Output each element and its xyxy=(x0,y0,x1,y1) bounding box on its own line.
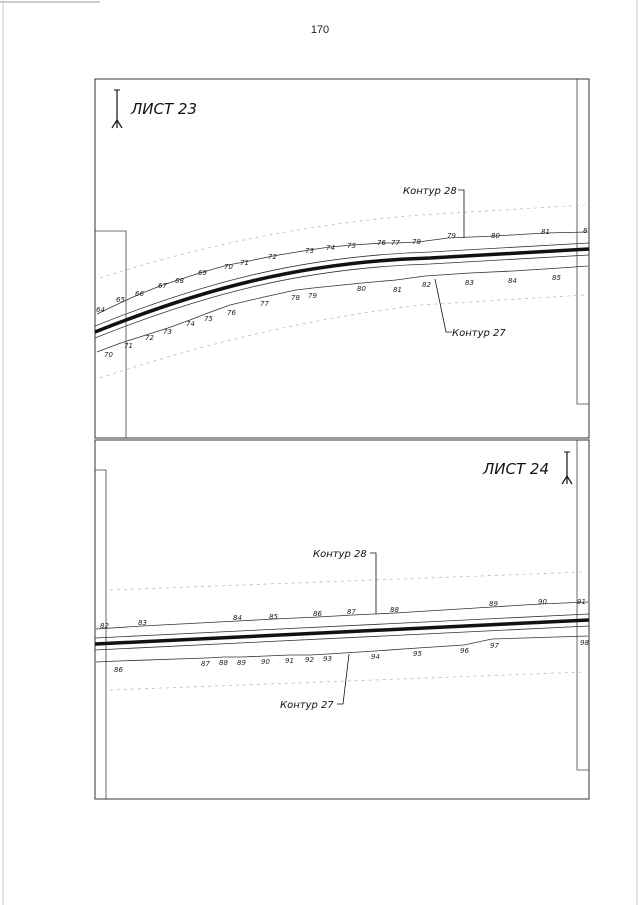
point-label: 87 xyxy=(201,660,210,668)
point-label: 89 xyxy=(489,600,498,608)
point-label: 95 xyxy=(413,650,422,658)
point-label: 92 xyxy=(305,656,314,664)
contour-28-label: Контур 28 xyxy=(313,549,367,560)
point-label: 66 xyxy=(135,290,144,298)
point-label: 80 xyxy=(357,285,366,293)
point-label: 97 xyxy=(490,642,499,650)
contour-27-label: Контур 27 xyxy=(280,700,334,711)
point-label: 85 xyxy=(552,274,561,282)
point-label: 96 xyxy=(460,647,469,655)
sheet-23-left-inset xyxy=(95,231,126,438)
contour-27-leader xyxy=(435,279,452,332)
sheet-title: ЛИСТ 23 xyxy=(131,100,197,118)
point-label: 78 xyxy=(412,238,421,246)
road-band xyxy=(95,249,589,332)
point-label: 84 xyxy=(508,277,517,285)
point-label: 74 xyxy=(326,244,335,252)
contour-27-label: Контур 27 xyxy=(452,328,506,339)
contour-28-label: Контур 28 xyxy=(403,186,457,197)
point-label: 93 xyxy=(323,655,332,663)
point-label: 78 xyxy=(291,294,300,302)
point-label: 91 xyxy=(285,657,294,665)
point-label: 72 xyxy=(268,253,277,261)
point-label: 82 xyxy=(422,281,431,289)
road-edge xyxy=(95,255,589,338)
point-label: 91 xyxy=(577,598,586,606)
sheet-24-left-inset xyxy=(95,470,106,799)
point-label: 65 xyxy=(116,296,125,304)
point-label: 76 xyxy=(377,239,386,247)
point-label: 83 xyxy=(465,279,474,287)
point-label: 68 xyxy=(175,277,184,285)
point-label: 76 xyxy=(227,309,236,317)
point-label: 82 xyxy=(100,622,109,630)
point-label: 75 xyxy=(347,242,356,250)
north-arrow-icon xyxy=(112,90,122,128)
point-label: 71 xyxy=(124,342,133,350)
sheet-24 xyxy=(95,440,589,799)
sheet-23-right-inset xyxy=(577,79,589,404)
lower-point-labels xyxy=(114,639,589,674)
point-label: 86 xyxy=(313,610,322,618)
point-label: 90 xyxy=(538,598,547,606)
road-edge xyxy=(95,614,589,638)
point-label: 86 xyxy=(114,666,123,674)
guide-line xyxy=(100,295,585,378)
point-label: 79 xyxy=(447,232,456,240)
point-label: 8 xyxy=(583,227,588,235)
page-number: 170 xyxy=(310,24,330,36)
point-label: 83 xyxy=(138,619,147,627)
point-label: 81 xyxy=(393,286,402,294)
point-label: 71 xyxy=(240,259,249,267)
point-label: 79 xyxy=(308,292,317,300)
contour-28-line xyxy=(97,232,588,314)
sheet-title: ЛИСТ 24 xyxy=(483,460,549,478)
contour-28-leader xyxy=(370,553,376,614)
sheet-23 xyxy=(95,79,589,438)
guide-line xyxy=(110,572,585,590)
point-label: 94 xyxy=(371,653,380,661)
point-label: 70 xyxy=(224,263,233,271)
point-label: 77 xyxy=(260,300,269,308)
point-label: 88 xyxy=(219,659,228,667)
point-label: 77 xyxy=(391,239,400,247)
point-label: 90 xyxy=(261,658,270,666)
contour-27-leader xyxy=(337,654,349,704)
point-label: 69 xyxy=(198,269,207,277)
point-label: 89 xyxy=(237,659,246,667)
point-label: 98 xyxy=(580,639,589,647)
guide-line xyxy=(110,672,585,690)
point-label: 72 xyxy=(145,334,154,342)
point-label: 73 xyxy=(305,247,314,255)
lower-point-labels xyxy=(104,274,561,359)
point-label: 87 xyxy=(347,608,356,616)
point-label: 85 xyxy=(269,613,278,621)
contour-28-leader xyxy=(458,190,464,238)
guide-line xyxy=(100,205,585,278)
point-label: 88 xyxy=(390,606,399,614)
point-label: 74 xyxy=(186,320,195,328)
road-band xyxy=(95,620,589,644)
point-label: 67 xyxy=(158,282,167,290)
north-arrow-icon xyxy=(562,452,572,484)
point-label: 73 xyxy=(163,328,172,336)
point-label: 84 xyxy=(233,614,242,622)
point-label: 75 xyxy=(204,315,213,323)
point-label: 64 xyxy=(96,306,105,314)
point-label: 70 xyxy=(104,351,113,359)
point-label: 81 xyxy=(541,228,550,236)
sheet-24-frame xyxy=(95,440,589,799)
point-label: 80 xyxy=(491,232,500,240)
